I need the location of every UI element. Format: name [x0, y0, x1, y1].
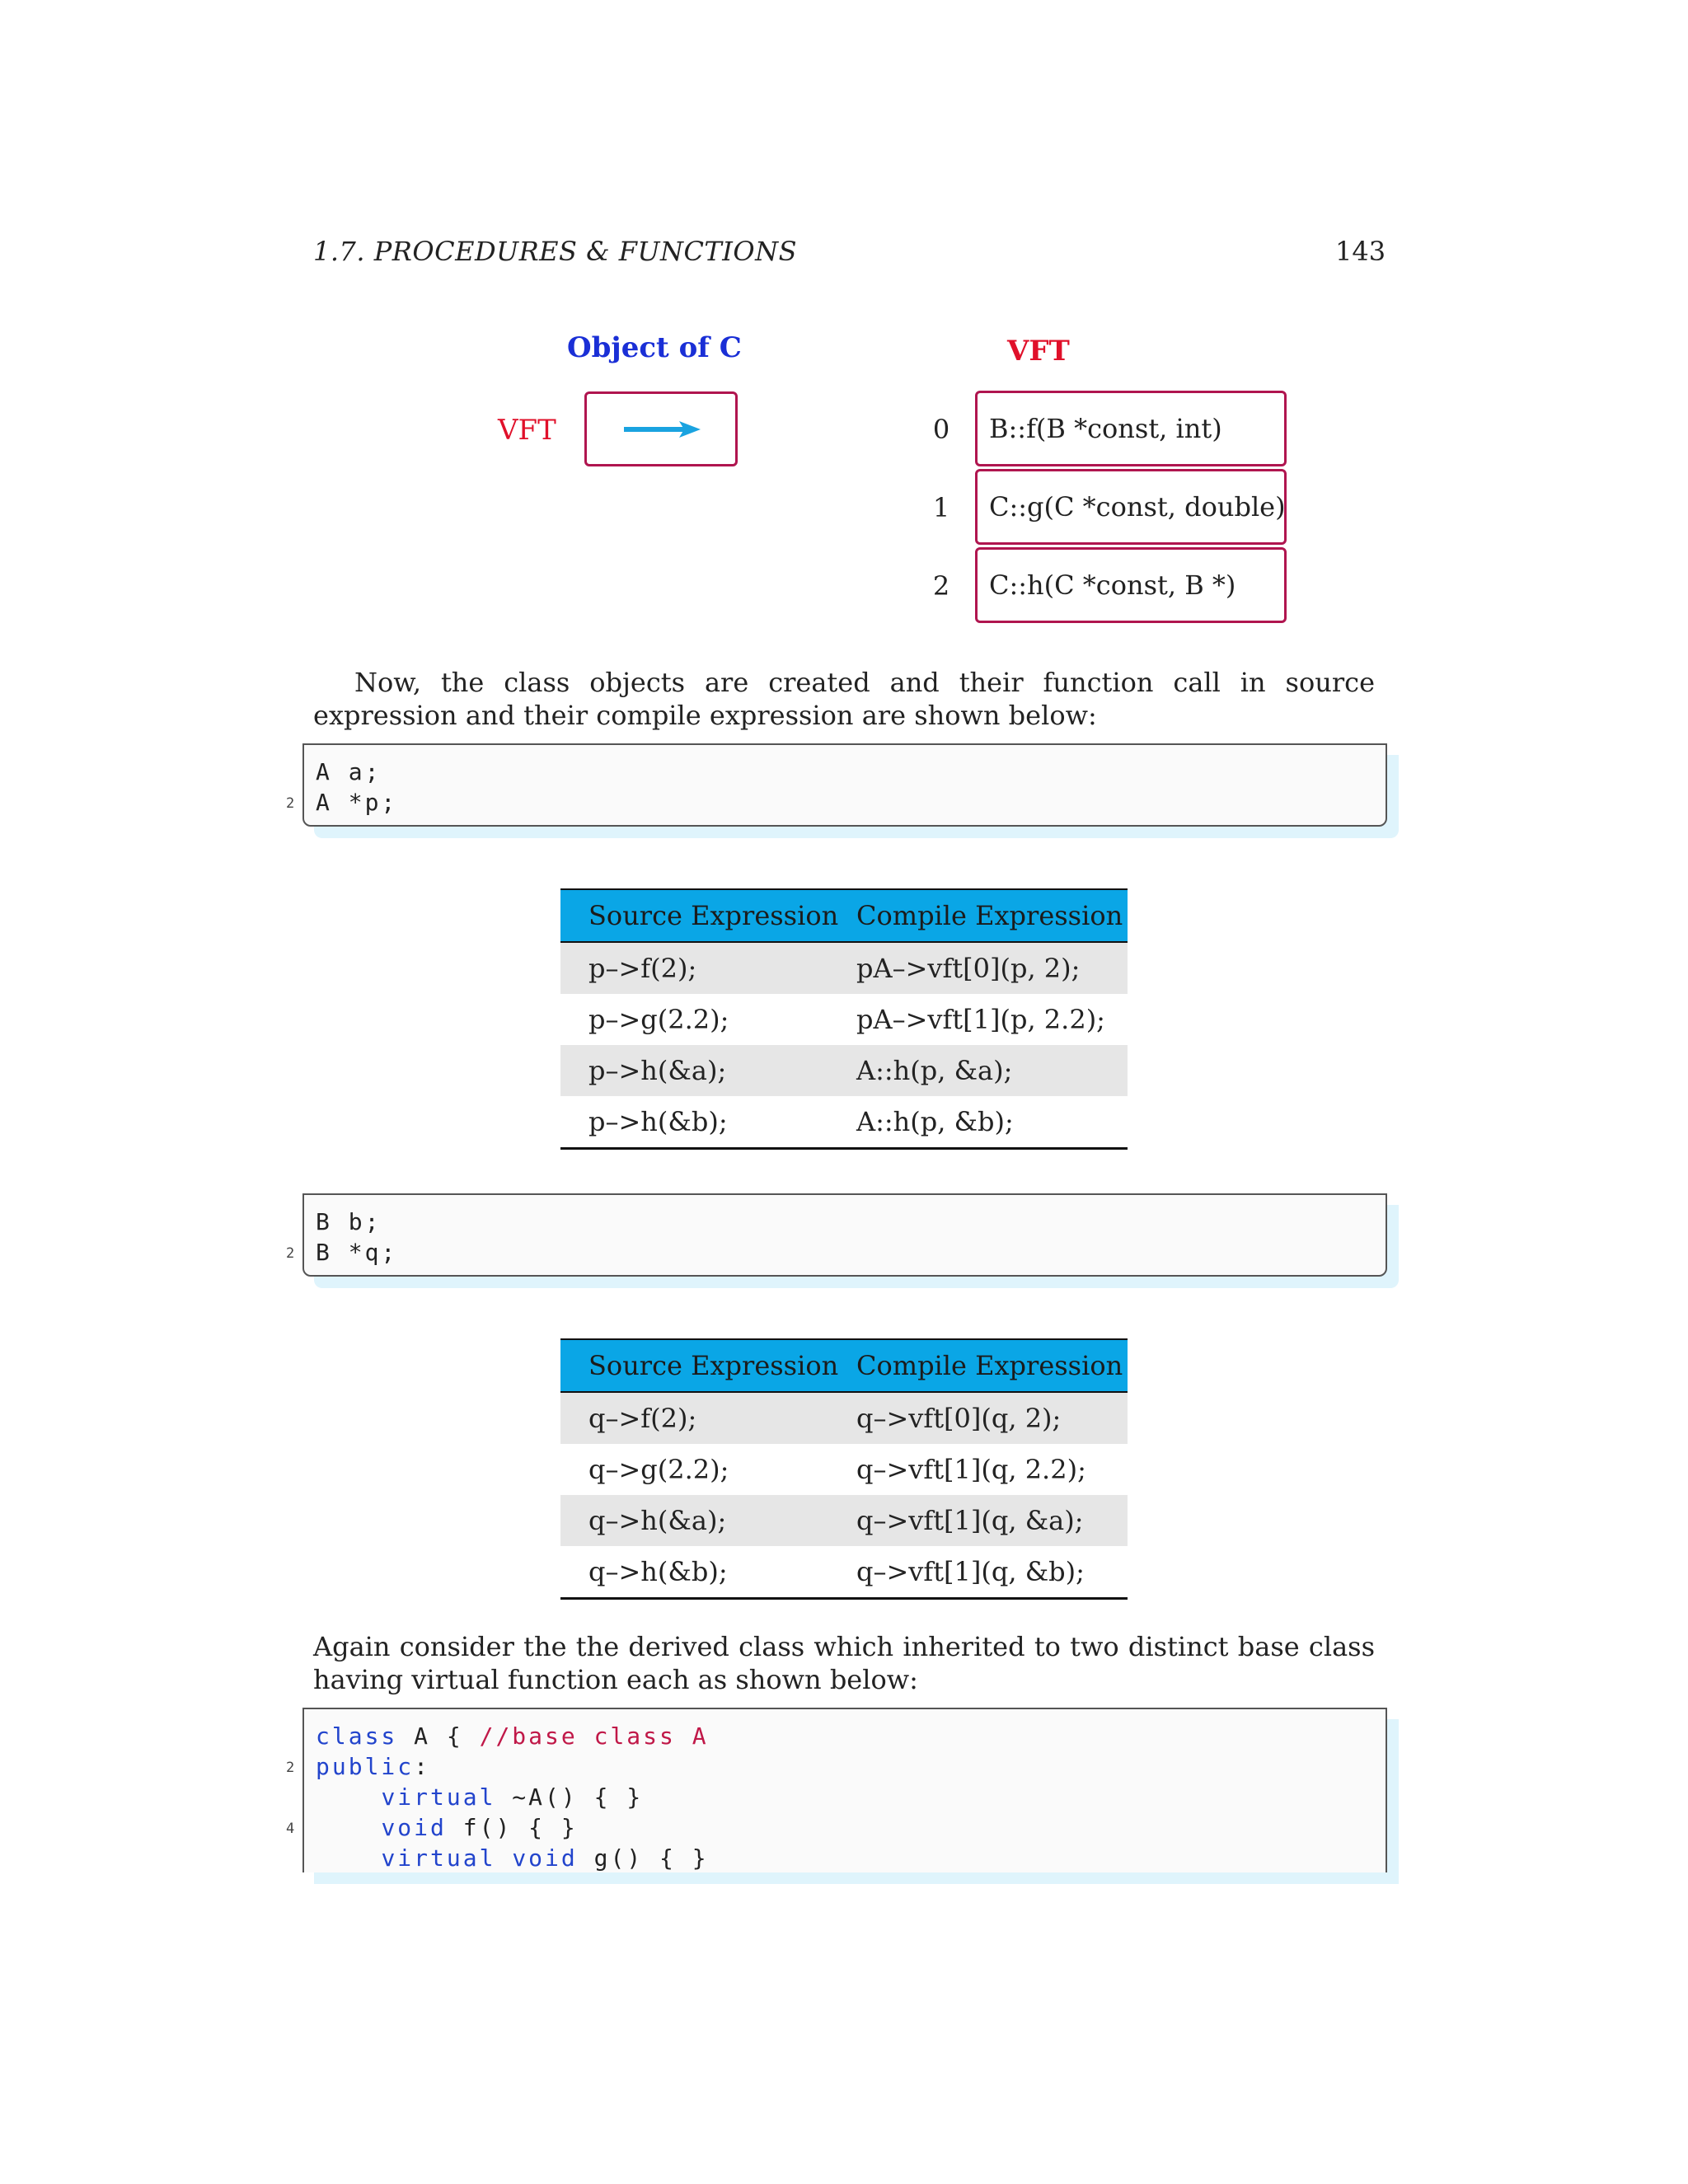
code-text: f() { }	[446, 1814, 578, 1841]
running-header: 1.7. PROCEDURES & FUNCTIONS	[313, 236, 798, 267]
code-text: B b;	[316, 1208, 382, 1235]
object-label: Object of C	[567, 331, 742, 364]
indent	[316, 1814, 381, 1841]
code-text: A {	[397, 1722, 480, 1750]
table-row	[560, 1096, 1128, 1149]
code-listing-2	[286, 1193, 1387, 1277]
expression-table-1	[560, 888, 1128, 1150]
table-row	[560, 1495, 1128, 1546]
compile-cell: q–>vft[1](q, &b);	[843, 1546, 1128, 1599]
vft-index-2: 2	[932, 570, 950, 602]
code-line	[286, 1237, 1386, 1268]
code-line	[304, 1843, 1386, 1873]
paragraph-text: Again consider the the derived class which inherited to two distinct base class having virtual function each as shown below:	[313, 1631, 1375, 1695]
code-line	[286, 1812, 1386, 1843]
table-row	[560, 942, 1128, 994]
table-header-row	[560, 889, 1128, 942]
table-row	[560, 1392, 1128, 1444]
code-listing-3	[286, 1708, 1387, 1872]
page-number: 143	[1335, 236, 1386, 267]
line-number: 4	[286, 1821, 295, 1837]
vft-index-1: 1	[932, 492, 950, 523]
code-text: A a;	[316, 758, 382, 785]
column-header: Compile Expression	[843, 889, 1128, 942]
keyword: class	[316, 1722, 398, 1750]
right-arrow-icon	[587, 394, 735, 464]
compile-cell: q–>vft[1](q, 2.2);	[856, 1454, 1086, 1485]
vft-entry-1: C::g(C *const, double)	[975, 469, 1287, 545]
code-listing-1	[286, 743, 1387, 827]
code-line	[304, 1721, 1386, 1751]
paragraph-derived	[313, 1630, 1375, 1696]
vft-entry-2: C::h(C *const, B *)	[975, 547, 1287, 623]
table-row	[560, 1045, 1128, 1096]
source-cell: q–>h(&b);	[560, 1546, 843, 1599]
column-header: Source Expression	[560, 889, 843, 942]
expression-table-2	[560, 1338, 1128, 1600]
source-cell: p–>g(2.2);	[588, 1004, 729, 1035]
vft-pointer-label: VFT	[498, 414, 556, 447]
code-text: A *p;	[316, 789, 398, 816]
code-line	[286, 787, 1386, 818]
source-cell: p–>h(&b);	[560, 1096, 843, 1149]
line-number: 2	[286, 1245, 295, 1262]
code-text: B *q;	[316, 1239, 398, 1266]
table-row	[560, 1546, 1128, 1599]
keyword: void	[381, 1814, 447, 1841]
paragraph-intro	[313, 666, 1375, 732]
vft-entry-0: B::f(B *const, int)	[975, 391, 1287, 466]
compile-cell: q–>vft[1](q, &a);	[843, 1495, 1128, 1546]
vft-pointer-box	[584, 391, 738, 466]
code-line	[304, 757, 1386, 787]
source-cell: q–>g(2.2);	[588, 1454, 729, 1485]
table-row	[560, 1444, 1128, 1495]
column-header: Compile Expression	[843, 1339, 1128, 1392]
vft-index-0: 0	[932, 414, 950, 445]
compile-cell: A::h(p, &a);	[843, 1045, 1128, 1096]
code-line	[304, 1207, 1386, 1237]
keyword: virtual	[381, 1844, 496, 1872]
code-text: :	[414, 1753, 431, 1780]
table-row	[560, 994, 1128, 1045]
vft-title: VFT	[1007, 335, 1070, 368]
paragraph-text: Now, the class objects are created and their function call in source expression and their compile expression are shown below:	[313, 667, 1375, 731]
comment: //base class A	[479, 1722, 709, 1750]
source-cell: p–>h(&a);	[560, 1045, 843, 1096]
compile-cell: pA–>vft[0](p, 2);	[843, 942, 1128, 994]
code-text: ~A() { }	[495, 1783, 644, 1811]
compile-cell: q–>vft[0](q, 2);	[843, 1392, 1128, 1444]
line-number: 2	[286, 795, 295, 812]
code-line	[304, 1782, 1386, 1812]
source-cell: p–>f(2);	[560, 942, 843, 994]
keyword: virtual	[381, 1783, 496, 1811]
table-header-row	[560, 1339, 1128, 1392]
source-cell: q–>f(2);	[560, 1392, 843, 1444]
column-header: Source Expression	[560, 1339, 843, 1392]
compile-cell: pA–>vft[1](p, 2.2);	[856, 1004, 1105, 1035]
line-number: 2	[286, 1760, 295, 1776]
source-cell: q–>h(&a);	[560, 1495, 843, 1546]
code-text: g() { }	[577, 1844, 709, 1872]
keyword: public	[316, 1753, 415, 1780]
keyword: void	[512, 1844, 578, 1872]
compile-cell: A::h(p, &b);	[843, 1096, 1128, 1149]
indent	[316, 1844, 381, 1872]
indent	[316, 1783, 381, 1811]
code-line	[286, 1751, 1386, 1782]
